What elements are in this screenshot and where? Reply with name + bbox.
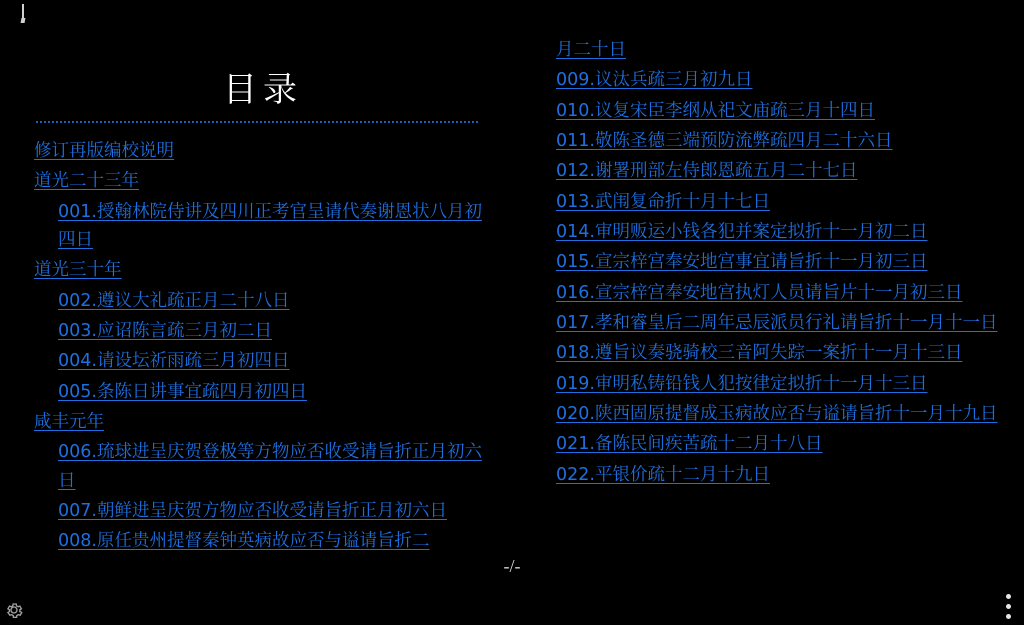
gear-icon[interactable]	[4, 600, 24, 620]
toc-column-right	[512, 0, 1024, 578]
toc-entry[interactable]: 010.议复宋臣李纲从祀文庙疏三月十四日	[556, 100, 875, 121]
title-divider	[36, 121, 478, 123]
toc-entry[interactable]: 001.授翰林院侍讲及四川正考官呈请代奏谢恩状八月初四日	[58, 201, 482, 251]
toc-entry[interactable]: 道光二十三年	[34, 171, 139, 192]
kebab-dot	[1006, 614, 1011, 619]
toc-entry[interactable]: 014.审明贩运小钱各犯并案定拟折十一月初二日	[556, 222, 928, 243]
toc-entry[interactable]: 007.朝鲜进呈庆贺方物应否收受请旨折正月初六日	[58, 501, 447, 522]
toc-entry[interactable]: 009.议汰兵疏三月初九日	[556, 70, 753, 91]
toc-entry[interactable]: 017.孝和睿皇后二周年忌辰派员行礼请旨折十一月十一日	[556, 313, 998, 334]
toc-column-left	[0, 0, 512, 578]
kebab-dot	[1006, 594, 1011, 599]
toc-entry[interactable]: 修订再版编校说明	[34, 141, 174, 161]
toc-entry[interactable]: 018.遵旨议奏骁骑校三音阿失踪一案折十一月十三日	[556, 343, 963, 364]
kebab-menu-icon[interactable]	[1006, 594, 1012, 622]
toc-entry[interactable]: 006.琉球进呈庆贺登极等方物应否收受请旨折正月初六日	[58, 442, 482, 491]
kebab-dot	[1006, 604, 1011, 609]
toc-entry[interactable]: 022.平银价疏十二月十九日	[556, 464, 770, 485]
toc-entry[interactable]: 004.请设坛祈雨疏三月初四日	[58, 351, 290, 372]
toc-entry[interactable]: 道光三十年	[34, 260, 122, 281]
page-title: 目录	[223, 70, 303, 110]
toc-entry[interactable]: 002.遵议大礼疏正月二十八日	[58, 290, 290, 311]
toc-entry[interactable]: 咸丰元年	[34, 412, 104, 433]
toc-entry[interactable]: 019.审明私铸铅钱人犯按律定拟折十一月十三日	[556, 373, 928, 394]
bottom-toolbar	[0, 578, 1024, 625]
toc-entry[interactable]: 005.条陈日讲事宜疏四月初四日	[58, 381, 307, 402]
toc-entry[interactable]: 008.原任贵州提督秦钟英病故应否与谥请旨折二	[58, 531, 430, 552]
toc-entry[interactable]: 003.应诏陈言疏三月初二日	[58, 321, 272, 342]
toc-entry[interactable]: 020.陕西固原提督成玉病故应否与谥请旨折十一月十九日	[556, 404, 998, 425]
toc-entry[interactable]: 013.武闱复命折十月十七日	[556, 191, 770, 212]
toc-entry[interactable]: 021.备陈民间疾苦疏十二月十八日	[556, 434, 823, 455]
page-number-indicator: -/-	[503, 556, 521, 576]
column-top-spacer	[556, 0, 1004, 36]
toc-entry[interactable]: 016.宣宗梓宫奉安地宫执灯人员请旨片十一月初三日	[556, 282, 963, 303]
toc-entry[interactable]: 015.宣宗梓宫奉安地宫事宜请旨折十一月初三日	[556, 252, 928, 273]
toc-entry[interactable]: 月二十日	[556, 40, 626, 60]
toc-entry[interactable]: 011.敬陈圣德三端预防流弊疏四月二十六日	[556, 131, 893, 152]
toc-entry[interactable]: 012.谢署刑部左侍郎恩疏五月二十七日	[556, 161, 858, 182]
